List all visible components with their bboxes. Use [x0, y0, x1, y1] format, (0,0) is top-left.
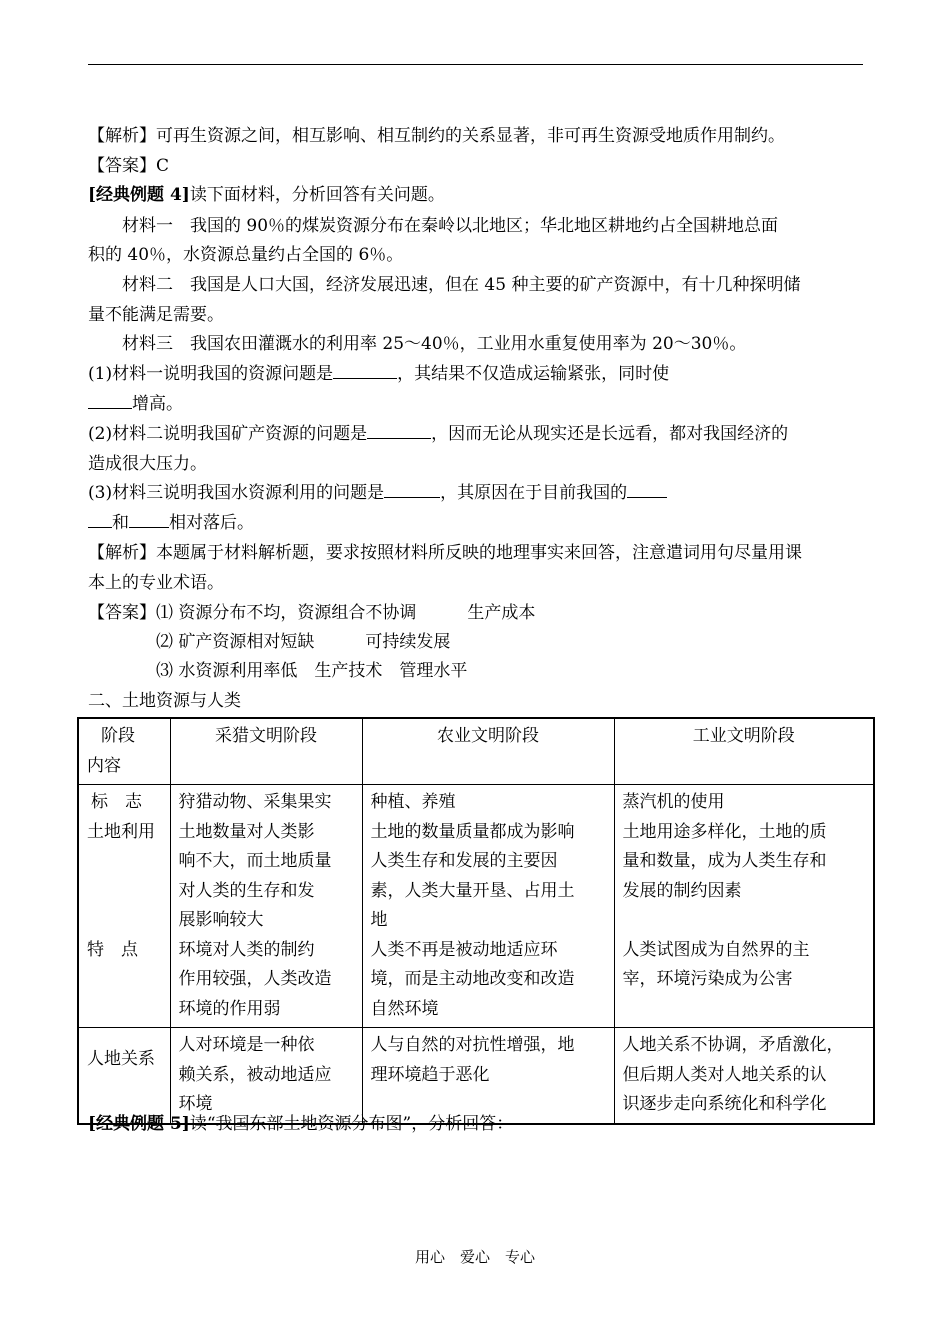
material-2-line-1: 材料二 我国是人口大国，经济发展迅速，但在 45 种主要的矿产资源中，有十几种探明储 [88, 275, 801, 295]
cell-line: 自然环境 [370, 998, 439, 1019]
material-1-line-1: 材料一 我国的 90％的煤炭资源分布在秦岭以北地区；华北地区耕地约占全国耕地总面 [88, 216, 779, 236]
cell-agriculture-features [362, 785, 614, 1028]
example-4-label: [经典例题 4] [88, 185, 190, 205]
header-industry: 工业文明阶段 [614, 718, 874, 785]
question-2-line-2: 造成很大压力。 [88, 454, 207, 474]
question-3-line-2 [88, 509, 254, 537]
question-1-line-2 [88, 390, 183, 418]
cell-line: 人类试图成为自然界的主 [622, 939, 810, 960]
cell-line: 人地关系不协调，矛盾激化， [622, 1035, 844, 1055]
cell-line: 环境 [178, 1094, 213, 1114]
header-hunting: 采猎文明阶段 [170, 718, 362, 785]
cell-line: 环境的作用弱 [178, 998, 281, 1019]
cell-line: 对人类的生存和发 [178, 880, 315, 901]
label-feature: 特 点 [87, 939, 138, 960]
cell-line: 境，而是主动地改变和改造 [370, 969, 575, 989]
cell-line: 展影响较大 [178, 910, 264, 930]
answer-blank [384, 479, 440, 498]
answer-4-line-2: ⑵ 矿产资源相对短缺 可持续发展 [88, 632, 451, 652]
cell-line: 宰，环境污染成为公害 [622, 969, 793, 989]
question-3-text-d: 相对落后。 [169, 513, 254, 533]
answer-blank [88, 390, 132, 409]
question-2-text-a: (2)材料二说明我国矿产资源的问题是 [88, 424, 368, 444]
answer-4-line-3: ⑶ 水资源利用率低 生产技术 管理水平 [88, 661, 468, 681]
cell-line: 作用较强，人类改造 [178, 969, 332, 989]
cell-line: 狩猎动物、采集果实 [178, 792, 332, 812]
cell-line: 土地的数量质量都成为影响 [370, 821, 575, 842]
cell-line: 土地数量对人类影 [178, 821, 315, 842]
cell-industry-features [614, 785, 874, 1028]
cell-industry-relationship [614, 1028, 874, 1124]
answer-blank [627, 479, 667, 498]
question-3-text-a: (3)材料三说明我国水资源利用的问题是 [88, 483, 385, 503]
question-1-text-c: 增高。 [132, 394, 183, 414]
question-3-text-b: ，其原因在于目前我国的 [440, 483, 628, 503]
question-1-line-1 [88, 360, 669, 388]
corner-top-label: 阶段 [101, 726, 135, 746]
cell-line: 人类不再是被动地适应环 [370, 939, 558, 960]
answer-3: 【答案】C [88, 156, 170, 176]
cell-line: 种植、养殖 [370, 792, 456, 812]
cell-line: 但后期人类对人地关系的认 [622, 1064, 827, 1085]
question-2-text-b: ，因而无论从现实还是长远看，都对我国经济的 [431, 424, 789, 444]
example-5-heading [88, 1110, 513, 1138]
label-land-use: 土地利用 [87, 821, 155, 842]
corner-bottom-label: 内容 [87, 755, 121, 776]
question-1-text-a: (1)材料一说明我国的资源问题是 [88, 364, 334, 384]
cell-line: 量和数量，成为人类生存和 [622, 851, 827, 871]
answer-blank [367, 420, 431, 439]
analysis-4-line-2: 本上的专业术语。 [88, 573, 224, 593]
cell-line: 赖关系，被动地适应 [178, 1064, 332, 1085]
question-1-text-b: ，其结果不仅造成运输紧张，同时使 [397, 364, 670, 384]
header-rule [88, 64, 863, 65]
answer-blank [88, 509, 112, 528]
row-label-cell [78, 785, 170, 1028]
cell-line: 地 [370, 910, 388, 930]
page-footer: 用心 爱心 专心 [414, 1248, 535, 1266]
corner-cell [78, 718, 170, 785]
cell-line: 环境对人类的制约 [178, 939, 315, 960]
cell-line: 人与自然的对抗性增强，地 [370, 1035, 575, 1055]
cell-line: 响不大，而土地质量 [178, 851, 332, 871]
answer-blank [333, 360, 397, 379]
cell-line: 人类生存和发展的主要因 [370, 851, 558, 871]
material-3-line: 材料三 我国农田灌溉水的利用率 25～40％，工业用水重复使用率为 20～30％。 [88, 334, 747, 354]
example-5-label: [经典例题 5] [88, 1114, 190, 1134]
answer-4-line-1: 【答案】⑴ 资源分布不均，资源组合不协调 生产成本 [88, 603, 536, 623]
table-row [78, 785, 874, 1028]
cell-hunting-features [170, 785, 362, 1028]
table-header-row [78, 718, 874, 785]
label-relationship: 人地关系 [87, 1049, 155, 1069]
analysis-3: 【解析】可再生资源之间，相互影响、相互制约的关系显著，非可再生资源受地质作用制约。 [88, 126, 785, 146]
cell-line: 蒸汽机的使用 [622, 792, 725, 812]
label-sign: 标 志 [91, 792, 142, 812]
material-1-line-2: 积的 40％，水资源总量约占全国的 6％。 [88, 245, 404, 265]
cell-line: 识逐步走向系统化和科学化 [622, 1094, 827, 1114]
cell-line: 土地用途多样化，土地的质 [622, 821, 827, 842]
cell-line: 发展的制约因素 [622, 880, 742, 901]
material-2-line-2: 量不能满足需要。 [88, 305, 224, 325]
header-agriculture: 农业文明阶段 [362, 718, 614, 785]
question-3-line-1 [88, 479, 667, 507]
example-4-instruction: 读下面材料，分析回答有关问题。 [189, 185, 445, 205]
cell-line: 素，人类大量开垦、占用土 [370, 880, 575, 901]
cell-line: 理环境趋于恶化 [370, 1064, 490, 1085]
cell-line: 人对环境是一种依 [178, 1035, 315, 1055]
example-4-heading [88, 181, 445, 209]
section-heading: 二、土地资源与人类 [88, 691, 241, 711]
question-2-line-1 [88, 420, 788, 448]
question-3-text-c: 和 [112, 513, 129, 533]
answer-blank [129, 509, 169, 528]
analysis-4-line-1: 【解析】本题属于材料解析题，要求按照材料所反映的地理事实来回答，注意遣词用句尽量用课 [88, 543, 802, 563]
land-resources-table [77, 717, 875, 1125]
example-5-instruction: 读“我国东部土地资源分布图”，分析回答： [189, 1114, 514, 1134]
